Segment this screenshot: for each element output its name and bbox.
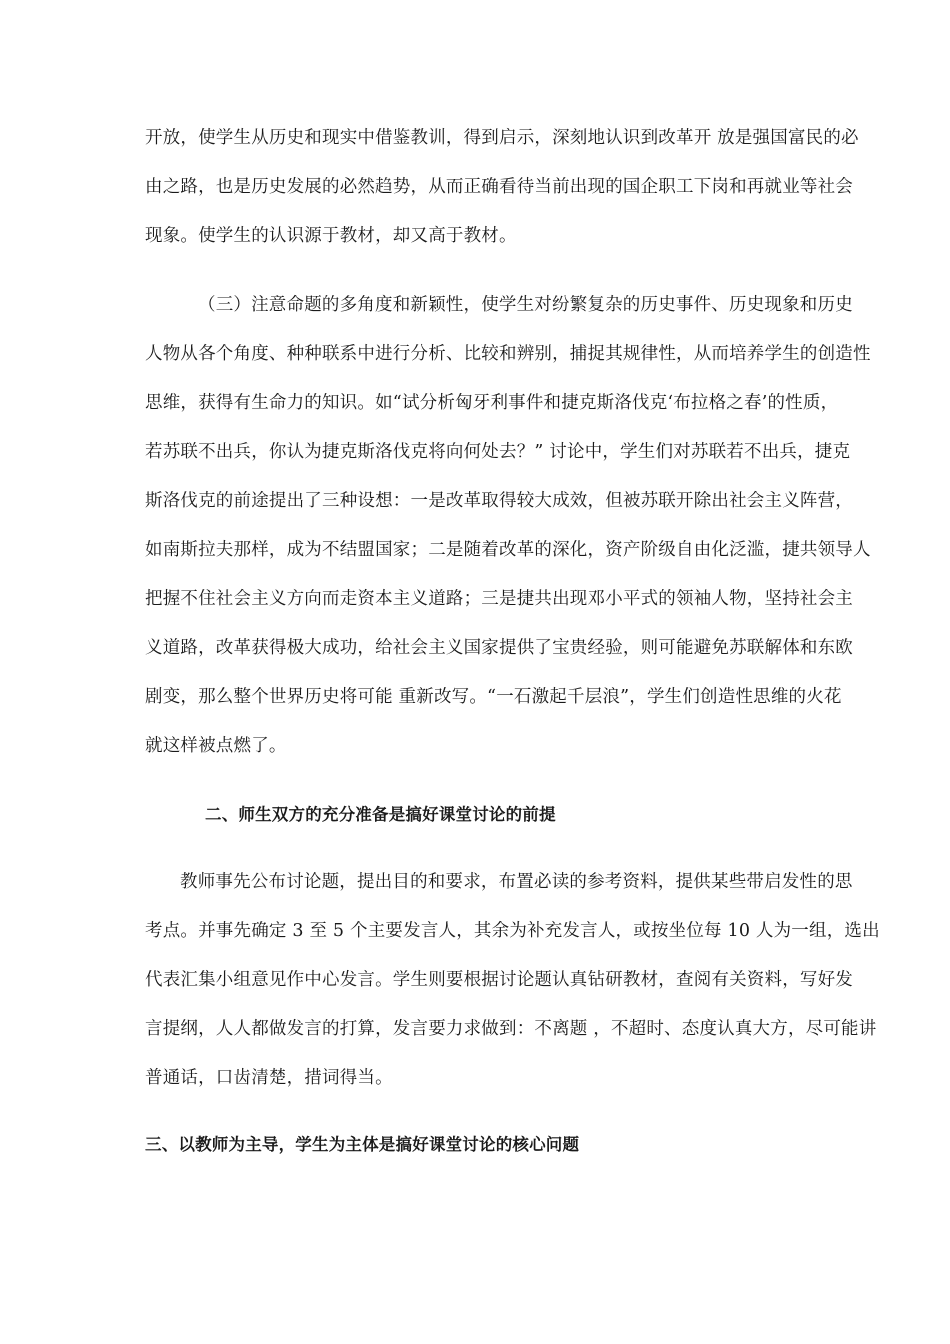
section-heading-3: 三、以教师为主导，学生为主体是搞好课堂讨论的核心问题 (145, 1135, 580, 1154)
paragraph2-line-7: 把握不住社会主义方向而走资本主义道路；三是捷共出现邓小平式的领袖人物，坚持社会主 (145, 589, 853, 609)
paragraph2-line-3: 思维，获得有生命力的知识。如“试分析匈牙利事件和捷克斯洛伐克‘布拉格之春’的性质， (145, 393, 839, 413)
paragraph2-line-6: 如南斯拉夫那样，成为不结盟国家；二是随着改革的深化，资产阶级自由化泛滥，捷共领导人 (145, 540, 871, 560)
paragraph2-line-4: 若苏联不出兵，你认为捷克斯洛伐克将向何处去？” 讨论中，学生们对苏联若不出兵，捷克 (145, 442, 851, 462)
section-heading-2: 二、师生双方的充分准备是搞好课堂讨论的前提 (205, 805, 556, 824)
paragraph3-line-5: 普通话，口齿清楚，措词得当。 (145, 1068, 393, 1088)
paragraph2-line-9: 剧变，那么整个世界历史将可能 重新改写。“一石激起千层浪”，学生们创造性思维的火花 (145, 687, 842, 707)
paragraph2-line-2: 人物从各个角度、种种联系中进行分析、比较和辨别，捕捉其规律性，从而培养学生的创造性 (145, 344, 871, 364)
paragraph3-line-4: 言提纲，人人都做发言的打算，发言要力求做到：不离题 ，不超时、态度认真大方，尽可能讲 (145, 1019, 877, 1039)
paragraph1-line-2: 由之路，也是历史发展的必然趋势，从而正确看待当前出现的国企职工下岗和再就业等社会 (145, 177, 853, 197)
paragraph2-line-5: 斯洛伐克的前途提出了三种设想：一是改革取得较大成效，但被苏联开除出社会主义阵营， (145, 491, 853, 511)
paragraph3-line-3: 代表汇集小组意见作中心发言。学生则要根据讨论题认真钻研教材，查阅有关资料，写好发 (145, 970, 853, 990)
paragraph1-line-1: 开放，使学生从历史和现实中借鉴教训，得到启示，深刻地认识到改革开 放是强国富民的必 (145, 128, 859, 148)
paragraph3-line-2: 考点。并事先确定 3 至 5 个主要发言人，其余为补充发言人，或按坐位每 10 人为一组，选出 (145, 921, 880, 941)
paragraph2-line-10: 就这样被点燃了。 (145, 736, 287, 756)
paragraph2-line-1: （三）注意命题的多角度和新颖性，使学生对纷繁复杂的历史事件、历史现象和历史 (198, 295, 853, 315)
paragraph2-line-8: 义道路，改革获得极大成功，给社会主义国家提供了宝贵经验，则可能避免苏联解体和东欧 (145, 638, 853, 658)
paragraph3-line-1: 教师事先公布讨论题，提出目的和要求，布置必读的参考资料，提供某些带启发性的思 (180, 872, 853, 892)
paragraph1-line-3: 现象。使学生的认识源于教材，却又高于教材。 (145, 226, 517, 246)
